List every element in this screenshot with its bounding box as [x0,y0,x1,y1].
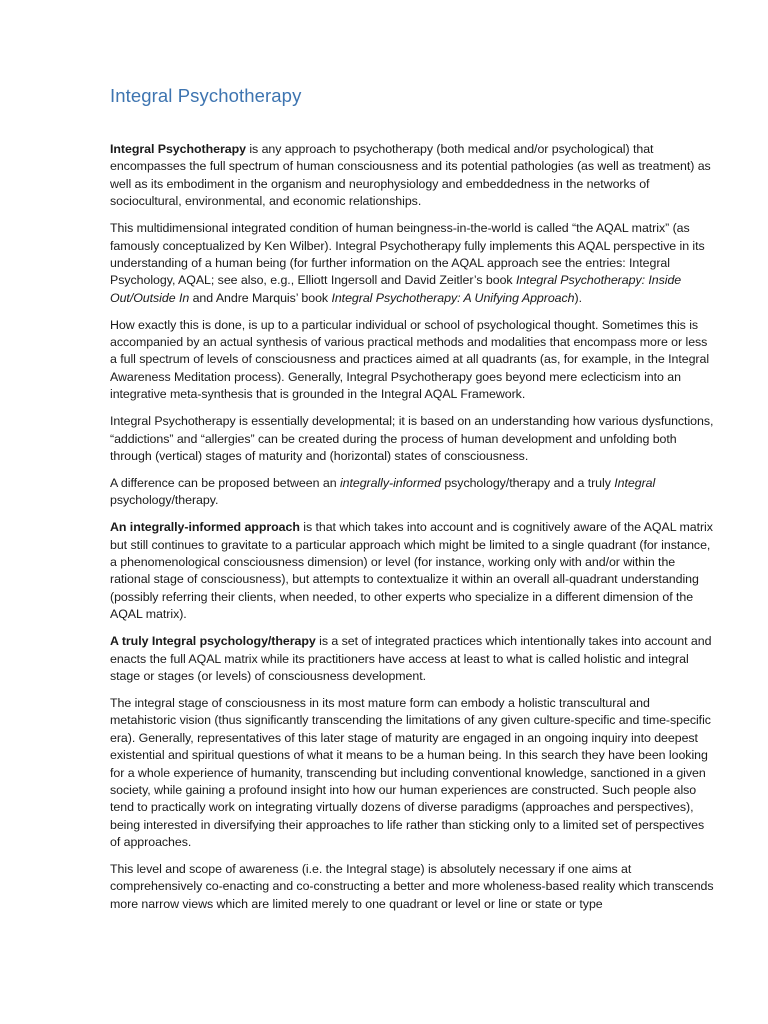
body-paragraph [110,220,714,307]
body-paragraph [110,475,714,510]
document-body [110,84,714,923]
paragraph-text: Integral Psychotherapy is essentially developmental; it is based on an understanding how various dysfunctions, “addictions” and “allergies” can be created during the process of human development and unfolding both through (vertical) stages of maturity and (horizontal) states of consciousness. [110,414,714,463]
paragraph-text: This level and scope of awareness (i.e. the Integral stage) is absolutely necessary if one aims at comprehensively co-enacting and co-constructing a better and more wholeness-based reality which transcends more narrow views which are limited merely to one quadrant or level or line or state or type [110,862,714,911]
italic-text: Integral Psychotherapy: Inside Out/Outside In [110,273,682,305]
bold-term: A truly Integral psychology/therapy [110,634,316,649]
body-paragraph [110,633,714,685]
paragraph-text: How exactly this is done, is up to a particular individual or school of psychological thought. Sometimes this is accompanied by an actual synthesis of various practical methods and modalities that encompass more or less a full spectrum of levels of consciousness and practices aimed at all quadrants (as, for example, in the Integral Awareness Meditation process). Generally, Integral Psychotherapy goes beyond mere eclecticism into an integrative meta-synthesis that is grounded in the Integral AQAL Framework. [110,317,710,402]
paragraph-text: and Andre Marquis’ book [189,290,332,305]
paragraph-text: is that which takes into account and is cognitively aware of the AQAL matrix but still continues to gravitate to a particular approach which might be limited to a single quadrant (for instance, a phenomenological consciousness dimension) or level (for instance, working only with and/or within the rational stage of consciousness), but attempts to contextualize it within an overall all-quadrant understanding (possibly referring their clients, when needed, to other experts who specialize in a different dimension of the AQAL matrix). [110,520,713,622]
body-paragraph [110,317,714,404]
body-paragraph [110,413,714,465]
paragraph-text: is a set of integrated practices which intentionally takes into account and enacts the full AQAL matrix while its practitioners have access at least to what is called holistic and integral stage or stages (or levels) of consciousness development. [110,634,712,683]
body-paragraph [110,141,714,211]
body-paragraph [110,861,714,913]
paragraph-text: is any approach to psychotherapy (both medical and/or psychological) that encompasses the full spectrum of human consciousness and its potential pathologies (as well as treatment) as well as its embodiment in the organism and neurophysiology and embeddedness in the networks of sociocultural, environmental, and economic relationships. [110,142,711,209]
italic-text: Integral [614,475,656,490]
bold-term: An integrally-informed approach [110,520,300,535]
italic-text: integrally-informed [339,475,441,490]
paragraph-text: ). [574,290,582,305]
paragraph-text: psychology/therapy. [110,493,219,508]
paragraph-text: The integral stage of consciousness in its most mature form can embody a holistic transcultural and metahistoric vision (thus significantly transcending the limitations of any given culture-specific and time-specific era). Generally, representatives of this later stage of maturity are engaged in an ongoing inquiry into deepest existential and spiritual questions of what it means to be a human being. In this search they have been looking for a whole experience of humanity, transcending but including conventional knowledge, sanctioned in a given society, while gaining a profound insight into how our human experiences are constructed. Such people also tend to practically work on integrating virtually dozens of diverse paradigms (approaches and perspectives), being interested in diversifying their approaches to life rather than sticking only to a limited set of perspectives of approaches. [110,695,711,850]
body-paragraph [110,519,714,623]
bold-term: Integral Psychotherapy [110,142,246,156]
paragraph-text: psychology/therapy and a truly [440,475,615,490]
paragraph-list [110,141,714,913]
paragraph-text: A difference can be proposed between an [110,475,340,490]
paragraph-text: This multidimensional integrated condition of human beingness-in-the-world is called “the AQAL matrix” (as famously conceptualized by Ken Wilber). Integral Psychotherapy fully implements this AQAL perspective in its understanding of a human being (for further information on the AQAL approach see the entries: Integral Psychology, AQAL; see also, e.g., Elliott Ingersoll and David Zeitler’s book [110,221,705,288]
body-paragraph [110,695,714,852]
italic-text: Integral Psychotherapy: A Unifying Approach [331,290,575,305]
document-title: Integral Psychotherapy [110,85,302,106]
